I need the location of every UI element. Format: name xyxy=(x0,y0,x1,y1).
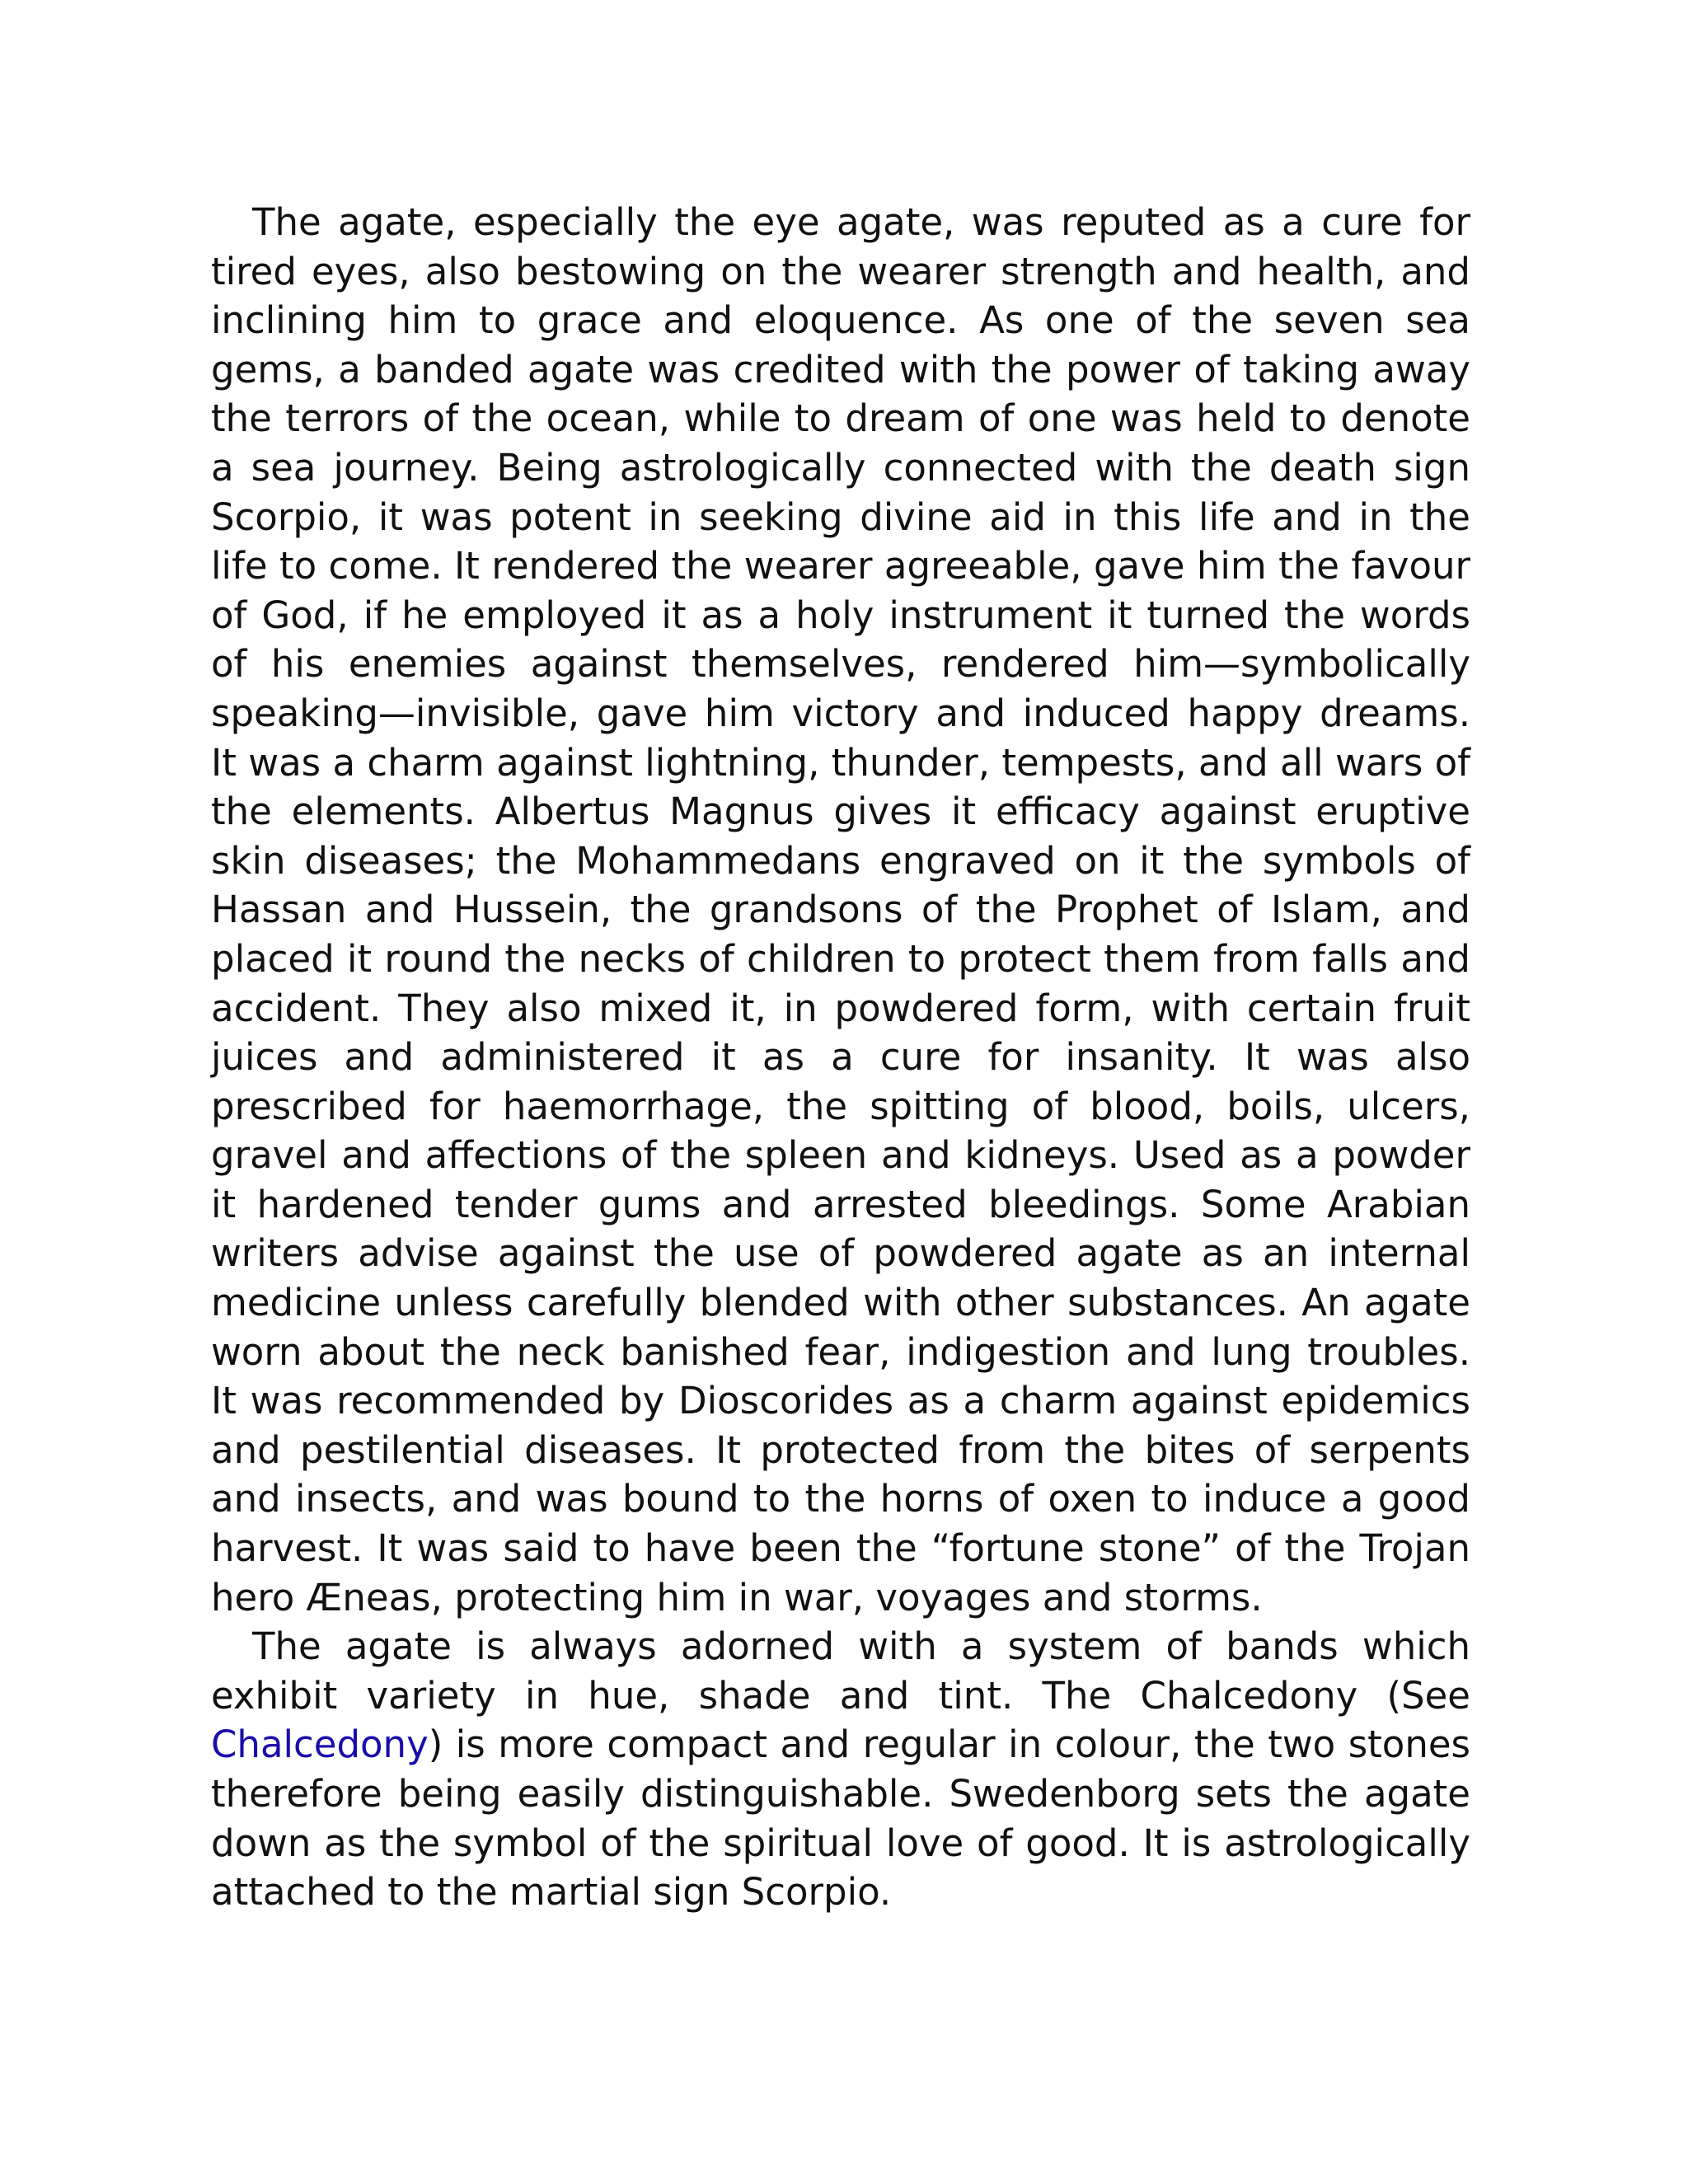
paragraph-text-after-link: ) is more compact and regular in colour, the two stones therefore being easily distinguishable. Swedenborg sets the agate down as the symbol of the spiritual love of good. It is astrologically attached to the martial sign Scorpio. xyxy=(211,1722,1470,1915)
paragraph-agate-bands xyxy=(211,1622,1470,1917)
paragraph-agate-lore: The agate, especially the eye agate, was reputed as a cure for tired eyes, also bestowing on the wearer strength and health, and inclining him to grace and eloquence. As one of the seven sea gems, a banded agate was credited with the power of taking away the terrors of the ocean, while to dream of one was held to denote a sea journey. Being astrologically connected with the death sign Scorpio, it was potent in seeking divine aid in this life and in the life to come. It rendered the wearer agreeable, gave him the favour of God, if he employed it as a holy instrument it turned the words of his enemies against themselves, rendered him—symbolically speaking—invisible, gave him victory and induced happy dreams. It was a charm against lightning, thunder, tempests, and all wars of the elements. Albertus Magnus gives it efficacy against eruptive skin diseases; the Mohammedans engraved on it the symbols of Hassan and Hussein, the grandsons of the Prophet of Islam, and placed it round the necks of children to protect them from falls and accident. They also mixed it, in powdered form, with certain fruit juices and administered it as a cure for insanity. It was also prescribed for haemorrhage, the spitting of blood, boils, ulcers, gravel and affections of the spleen and kidneys. Used as a powder it hardened tender gums and arrested bleedings. Some Arabian writers advise against the use of powdered agate as an internal medicine unless carefully blended with other substances. An agate worn about the neck banished fear, indigestion and lung troubles. It was recommended by Dioscorides as a charm against epidemics and pestilential diseases. It protected from the bites of serpents and insects, and was bound to the horns of oxen to induce a good harvest. It was said to have been the “fortune stone” of the Trojan hero Æneas, protecting him in war, voyages and storms. xyxy=(211,200,1470,1619)
chalcedony-link[interactable]: Chalcedony xyxy=(211,1722,429,1767)
text-column xyxy=(211,198,1470,1917)
paragraph-text-before-link: The agate is always adorned with a system of bands which exhibit variety in hue, shade and tint. The Chalcedony (See xyxy=(211,1624,1470,1718)
